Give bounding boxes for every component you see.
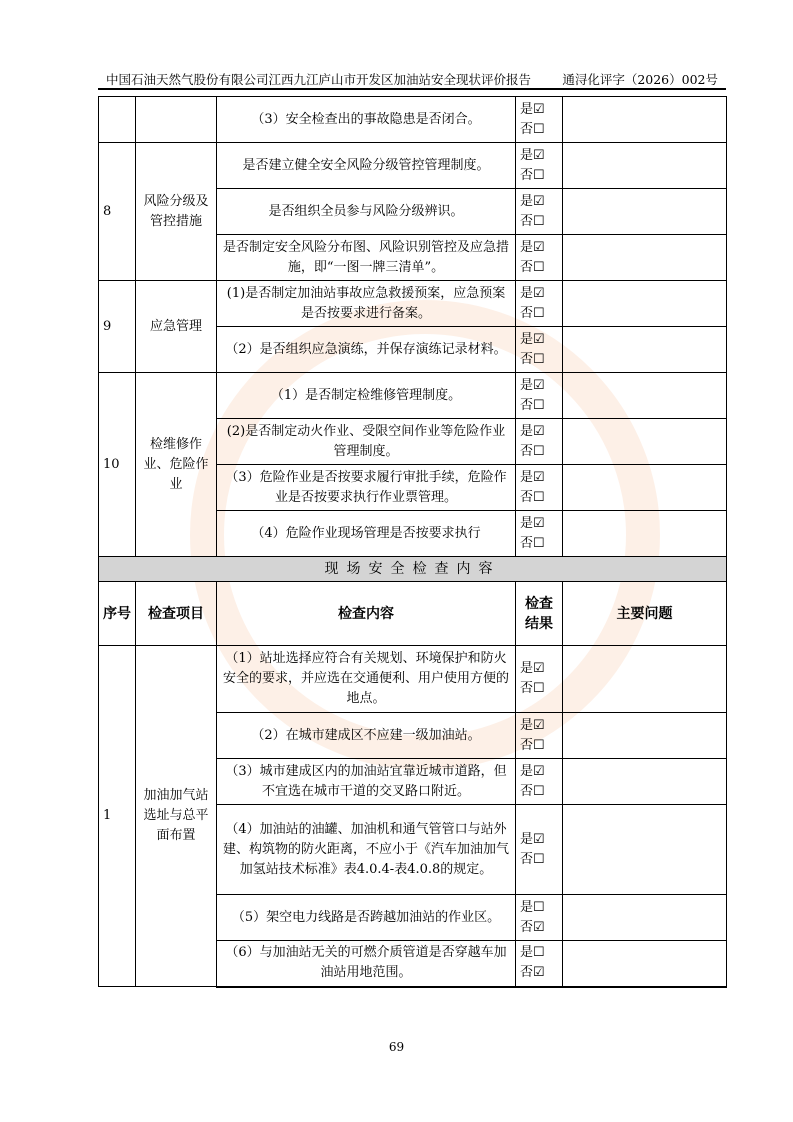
content-cell: （2）在城市建成区不应建一级加油站。 [217, 713, 516, 759]
content-cell: （6）与加油站无关的可燃介质管道是否穿越车加油站用地范围。 [217, 941, 516, 987]
checklist-table [98, 96, 727, 988]
header-issue: 主要问题 [563, 582, 727, 646]
result-no: 否☐ [520, 737, 545, 753]
result-cell [516, 97, 563, 143]
result-cell [516, 143, 563, 189]
result-no: 否☐ [520, 535, 545, 551]
report-title: 中国石油天然气股份有限公司江西九江庐山市开发区加油站安全现状评价报告 [106, 72, 532, 87]
page-header [98, 70, 726, 90]
item-cell: 应急管理 [136, 281, 217, 373]
content-cell: （4）危险作业现场管理是否按要求执行 [217, 511, 516, 557]
issue-cell [563, 97, 727, 143]
issue-cell [563, 895, 727, 941]
content-cell: 是否建立健全安全风险分级管控管理制度。 [217, 143, 516, 189]
result-yes: 是☑ [520, 515, 545, 531]
issue-cell [563, 759, 727, 805]
table-row [99, 373, 727, 419]
seq-cell: 1 [99, 646, 136, 987]
result-no: 否☐ [520, 259, 545, 275]
item-cell: 检维修作业、危险作业 [136, 373, 217, 557]
content-cell: （3）城市建成区内的加油站宜靠近城市道路，但不宜选在城市干道的交叉路口附近。 [217, 759, 516, 805]
result-cell [516, 895, 563, 941]
table-row [99, 143, 727, 189]
result-cell [516, 281, 563, 327]
result-yes: 是☑ [520, 831, 545, 847]
result-yes: 是☑ [520, 147, 545, 163]
content-cell: （1）站址选择应符合有关规划、环境保护和防火安全的要求，并应选在交通便利、用户使用方便的地点。 [217, 646, 516, 713]
result-cell [516, 465, 563, 511]
result-no: 否☐ [520, 305, 545, 321]
result-yes: 是☐ [520, 899, 545, 915]
result-no: 否☐ [520, 213, 545, 229]
page-number: 69 [388, 1040, 405, 1054]
table-row [99, 97, 727, 143]
result-cell [516, 419, 563, 465]
content-cell: 是否制定安全风险分布图、风险识别管控及应急措施，即“一图一牌三清单”。 [217, 235, 516, 281]
result-no: 否☐ [520, 167, 545, 183]
result-no: 否☐ [520, 783, 545, 799]
seq-cell: 10 [99, 373, 136, 557]
result-yes: 是☑ [520, 717, 545, 733]
result-yes: 是☑ [520, 193, 545, 209]
issue-cell [563, 327, 727, 373]
result-cell [516, 327, 563, 373]
result-yes: 是☐ [520, 945, 545, 961]
result-no: 否☐ [520, 681, 545, 696]
issue-cell [563, 143, 727, 189]
issue-cell [563, 941, 727, 987]
column-header-row [99, 582, 727, 646]
result-yes: 是☑ [520, 101, 545, 117]
result-cell [516, 189, 563, 235]
issue-cell [563, 419, 727, 465]
header-result: 检查结果 [516, 582, 563, 646]
result-no: 否☑ [520, 965, 545, 981]
issue-cell [563, 281, 727, 327]
issue-cell [563, 235, 727, 281]
result-cell [516, 646, 563, 713]
content-cell: （3）危险作业是否按要求履行审批手续，危险作业是否按要求执行作业票管理。 [217, 465, 516, 511]
issue-cell [563, 189, 727, 235]
content-cell: 是否组织全员参与风险分级辨识。 [217, 189, 516, 235]
issue-cell [563, 805, 727, 895]
section-title: 现场安全检查内容 [99, 557, 727, 582]
result-yes: 是☑ [520, 377, 545, 393]
result-no: 否☐ [520, 351, 545, 367]
issue-cell [563, 373, 727, 419]
result-cell [516, 373, 563, 419]
issue-cell [563, 465, 727, 511]
seq-cell: 8 [99, 143, 136, 281]
header-seq: 序号 [99, 582, 136, 646]
result-no: 否☐ [520, 397, 545, 413]
result-cell [516, 805, 563, 895]
content-cell: （3）安全检查出的事故隐患是否闭合。 [217, 97, 516, 143]
result-yes: 是☑ [520, 423, 545, 439]
result-yes: 是☑ [520, 661, 545, 676]
result-cell [516, 511, 563, 557]
result-yes: 是☑ [520, 239, 545, 255]
result-no: 否☐ [520, 443, 545, 459]
result-no: 否☐ [520, 851, 545, 867]
result-cell [516, 759, 563, 805]
issue-cell [563, 713, 727, 759]
content-cell: （2）是否组织应急演练，并保存演练记录材料。 [217, 327, 516, 373]
result-yes: 是☑ [520, 469, 545, 485]
issue-cell [563, 646, 727, 713]
table-row [99, 646, 727, 713]
result-yes: 是☑ [520, 763, 545, 779]
result-no: 否☐ [520, 489, 545, 505]
result-cell [516, 713, 563, 759]
section-banner [99, 557, 727, 582]
item-cell: 加油加气站选址与总平面布置 [136, 646, 217, 987]
item-cell: 风险分级及管控措施 [136, 143, 217, 281]
content-cell: （5）架空电力线路是否跨越加油站的作业区。 [217, 895, 516, 941]
issue-cell [563, 511, 727, 557]
result-cell [516, 235, 563, 281]
content-cell: （1）是否制定检维修管理制度。 [217, 373, 516, 419]
seq-cell: 9 [99, 281, 136, 373]
content-cell: （4）加油站的油罐、加油机和通气管管口与站外建、构筑物的防火距离，不应小于《汽车加油加气加氢站技术标准》表4.0.4-表4.0.8的规定。 [217, 805, 516, 895]
header-content: 检查内容 [217, 582, 516, 646]
content-cell: (1)是否制定加油站事故应急救援预案，应急预案是否按要求进行备案。 [217, 281, 516, 327]
result-yes: 是☑ [520, 285, 545, 301]
seq-cell [99, 97, 136, 143]
content-cell: (2)是否制定动火作业、受限空间作业等危险作业管理制度。 [217, 419, 516, 465]
result-no: 否☑ [520, 919, 545, 935]
result-no: 否☐ [520, 121, 545, 137]
header-item: 检查项目 [136, 582, 217, 646]
result-yes: 是☑ [520, 331, 545, 347]
result-cell [516, 941, 563, 987]
item-cell [136, 97, 217, 143]
document-number: 通浔化评字（2026）002号 [562, 72, 718, 87]
table-row [99, 281, 727, 327]
